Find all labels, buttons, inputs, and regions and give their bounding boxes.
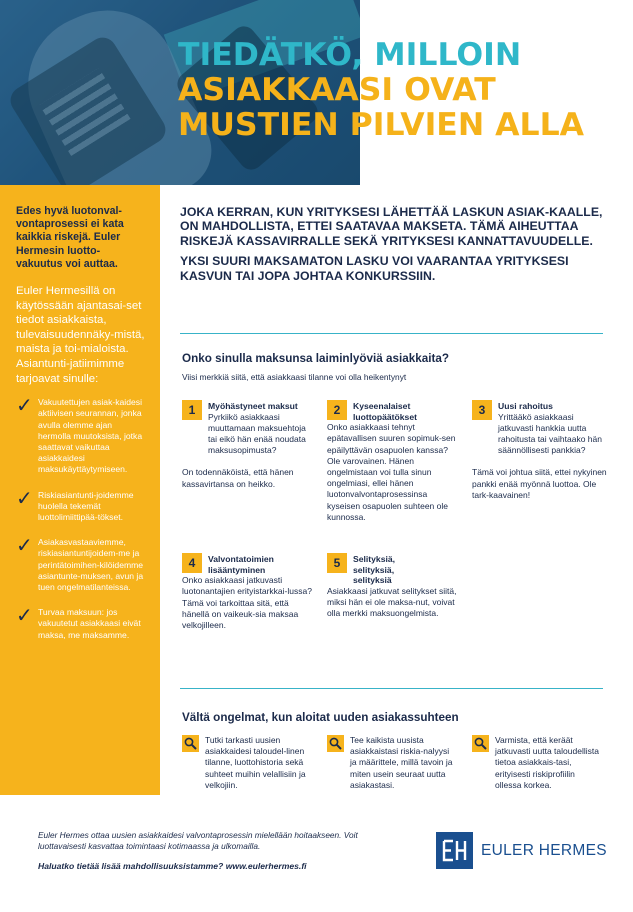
divider xyxy=(180,688,603,689)
sign-item-2 xyxy=(327,400,462,523)
checklist-item xyxy=(16,485,146,524)
sidebar xyxy=(0,185,160,795)
sign-text-2: On todennäköistä, että hänen kassavirtansa on heikko. xyxy=(182,467,294,489)
title-line-2: ASIAKKAASI OVAT xyxy=(178,72,496,108)
tip-text: Varmista, että keräät jatkuvasti uutta taloudellista tietoa asiakkais-tasi, erityisesti riskiprofiilin ollessa korkea. xyxy=(495,735,599,790)
number-badge: 1 xyxy=(182,400,202,420)
euler-hermes-logo xyxy=(436,832,607,869)
sign-item-1 xyxy=(182,400,317,490)
checkmark-icon: ✓ xyxy=(16,485,33,510)
sign-text: Yrittääkö asiakkaasi jatkuvasti hankkia uutta rahoitusta tai vaihtaako hän säännöllisesti pankkia? xyxy=(498,411,602,456)
tip-text: Tee kaikista uusista asiakkaistasi riskia-nalyysi ja määrittele, millä tavoin ja miten usein seuraat uutta asiakastasi. xyxy=(350,735,453,790)
eh-logo-icon xyxy=(436,832,473,869)
checklist-text: Asiakasvastaaviemme, riskiasiantuntijoidem-me ja perintätoimihen-kilöidemme asiantunte-muksen, avun ja tuen ongelmatilanteissa. xyxy=(38,537,144,593)
tip-text: Tutki tarkasti uusien asiakkaidesi taloudel-linen tilanne, luottohistoria sekä suhteet muihin velallisiin ja velkojiin. xyxy=(205,735,306,790)
divider xyxy=(180,333,603,334)
checkmark-icon: ✓ xyxy=(16,533,33,558)
footer-note: Euler Hermes ottaa uusien asiakkaidesi valvontaprosessin mielellään hoitaakseen. Voit luottavaisesti kasvattaa toimintaasi kotimaassa ja ulkomailla. xyxy=(38,830,358,851)
tip-item xyxy=(182,735,312,791)
number-badge: 4 xyxy=(182,553,202,573)
title-line-3: MUSTIEN PILVIEN ALLA xyxy=(178,107,585,143)
sidebar-intro: Edes hyvä luotonval-vontaprosessi ei kata kaikkia riskejä. Euler Hermesin luotto-vakuutus voi auttaa. xyxy=(16,205,124,270)
sign-text: Onko asiakkaasi tehnyt epätavallisen suuren sopimuk-sen epäilyttävän osapuolen kanssa? Ole varovainen. Hänen ongelmistaan voi tulla sinun ongelmiasi, ellei hänen luotonvalvontaprosessinsa kyseisen osapuolen suhteen ole kunnossa. xyxy=(327,422,456,522)
number-badge: 2 xyxy=(327,400,347,420)
checkmark-icon: ✓ xyxy=(16,603,33,628)
lead-paragraph-1: JOKA KERRAN, KUN YRITYKSESI LÄHETTÄÄ LASKUN ASIAK-KAALLE, ON MAHDOLLISTA, ETTEI SAATAVAA MAKSETA. TÄMÄ AIHEUTTAA RISKEJÄ KASSAVIRRALLE SEKÄ YRITYKSESI KANNATTAVUUDELLE. xyxy=(180,205,603,248)
footer-cta: Haluatko tietää lisää mahdollisuuksistamme? www.eulerhermes.fi xyxy=(38,861,307,871)
magnifier-icon xyxy=(472,735,489,752)
sign-item-3 xyxy=(472,400,607,501)
avoid-title: Vältä ongelmat, kun aloitat uuden asiakassuhteen xyxy=(182,711,459,724)
sign-item-5 xyxy=(327,553,462,619)
logo-wordmark: EULER HERMES xyxy=(481,841,607,859)
tip-item xyxy=(327,735,457,791)
signs-title: Onko sinulla maksunsa laiminlyöviä asiakkaita? xyxy=(182,352,449,365)
sign-text: Pyrkiikö asiakkaasi muuttamaan maksuehtoja tai eikö hän enää noudata maksusopimusta? xyxy=(208,411,306,456)
sign-title: Valvontatoimien lisääntyminen xyxy=(208,554,274,575)
sign-title: Kyseenalaiset luottopäätökset xyxy=(353,401,417,422)
magnifier-icon xyxy=(182,735,199,752)
checklist-item xyxy=(16,603,146,641)
number-badge: 3 xyxy=(472,400,492,420)
number-badge: 5 xyxy=(327,553,347,573)
sign-text: Asiakkaasi jatkuvat selitykset siitä, miksi hän ei ole maksa-nut, voivat olla merkki maksuongelmista. xyxy=(327,585,457,619)
checklist-text: Turvaa maksuun: jos vakuutetut asiakkaasi eivät maksa, me maksamme. xyxy=(38,607,141,640)
sign-text-2: Tämä voi johtua siitä, ettei nykyinen pankki enää myönnä luottoa. Ole tark-kaavainen! xyxy=(472,467,607,500)
page-title xyxy=(178,38,618,143)
checklist-text: Vakuutettujen asiak-kaidesi aktiivisen seurannan, jonka avulla olemme ajan hermolla muutoksista, jotka saattavat vaikuttaa asiakkaidesi maksukäyttäytymiseen. xyxy=(38,397,143,475)
sign-text: Onko asiakkaasi jatkuvasti luotonantajien erityistarkkai-lussa? Tämä voi tarkoittaa sitä, että hänellä on vaikeuk-sia maksaa velkojilleen. xyxy=(182,575,312,630)
checklist-text: Riskiasiantunti-joidemme huolella tekemät luottolimiittipää-tökset. xyxy=(38,489,134,522)
signs-subtitle: Viisi merkkiä siitä, että asiakkaasi tilanne voi olla heikentynyt xyxy=(182,372,407,382)
lead-paragraph-2: YKSI SUURI MAKSAMATON LASKU VOI VAARANTAA YRITYKSESI KASVUN TAI JOPA JOHTAA KONKURSSIIN. xyxy=(180,254,569,283)
checkmark-icon: ✓ xyxy=(16,393,33,418)
sign-title: Myöhästyneet maksut xyxy=(208,401,298,411)
lead-text xyxy=(180,205,610,283)
sidebar-body: Euler Hermesillä on käytössään ajantasai-set tiedot asiakkaista, tulevaisuudennäky-mistä, maista ja toi-mialoista. Asiantunti-jatiimimme tarjoavat sinulle: xyxy=(16,285,145,385)
sign-title: Selityksiä, selityksiä, selityksiä xyxy=(353,554,396,586)
checklist-item xyxy=(16,533,146,593)
sidebar-checklist xyxy=(16,393,146,641)
title-line-1: TIEDÄTKÖ, MILLOIN xyxy=(178,37,522,73)
sign-item-4 xyxy=(182,553,317,631)
magnifier-icon xyxy=(327,735,344,752)
tip-item xyxy=(472,735,602,791)
hero-banner xyxy=(0,0,633,185)
checklist-item xyxy=(16,393,146,475)
sign-title: Uusi rahoitus xyxy=(498,401,553,411)
